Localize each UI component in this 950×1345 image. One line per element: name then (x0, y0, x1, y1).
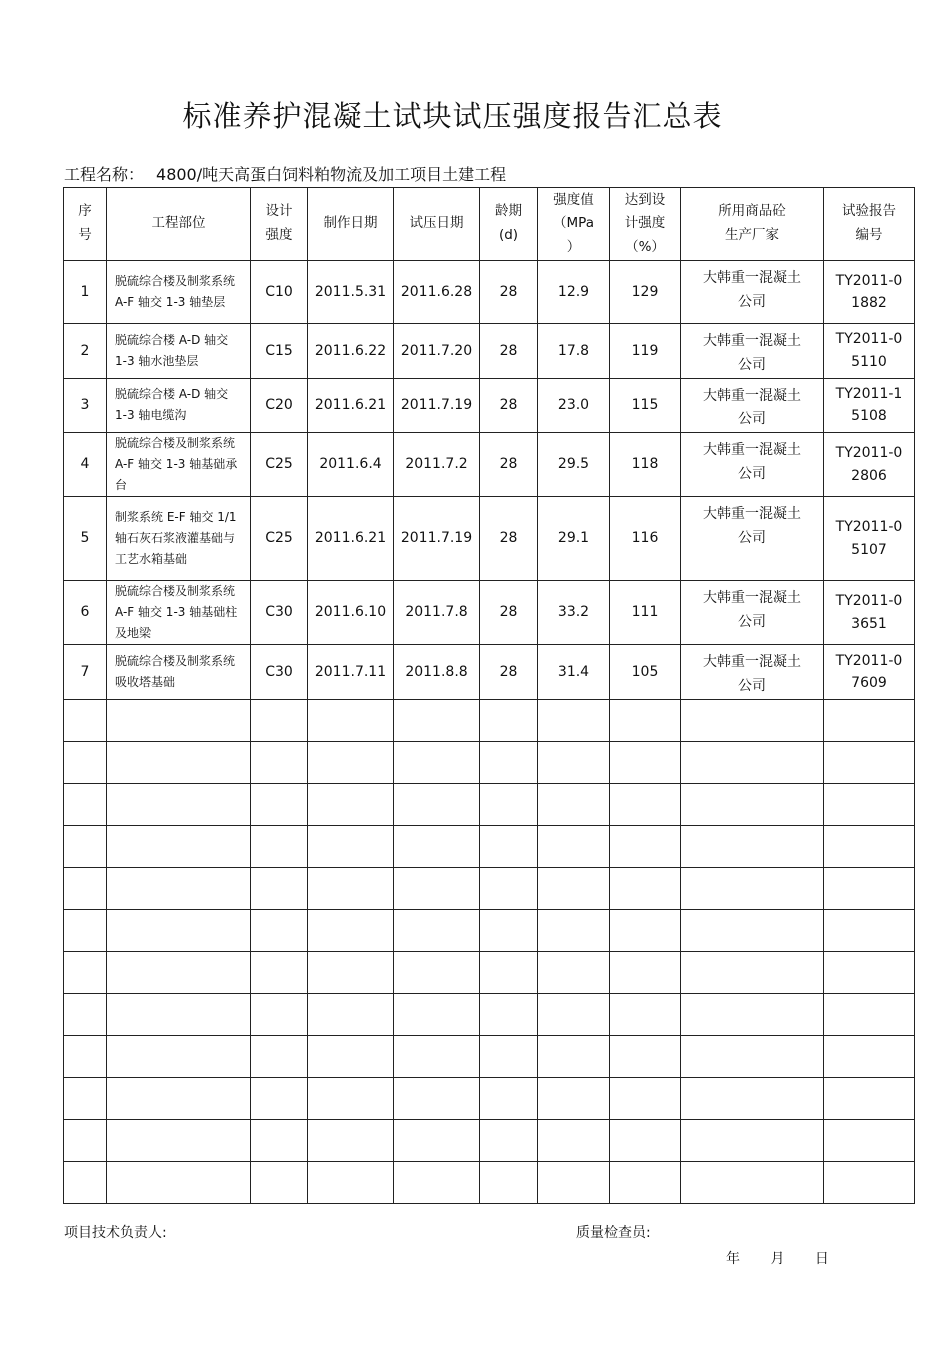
empty-cell (824, 1119, 915, 1161)
empty-table-row (64, 993, 915, 1035)
cell-strength: 29.1 (538, 497, 610, 581)
empty-cell (610, 909, 681, 951)
empty-cell (107, 1119, 251, 1161)
cell-age: 28 (480, 497, 538, 581)
empty-cell (681, 1077, 824, 1119)
cell-manufacturer: 大韩重一混凝土 公司 (681, 324, 824, 379)
empty-cell (107, 1161, 251, 1203)
empty-table-row (64, 783, 915, 825)
empty-cell (538, 1077, 610, 1119)
cell-design-grade: C25 (251, 497, 308, 581)
cell-make-date: 2011.7.11 (308, 645, 394, 700)
empty-cell (824, 783, 915, 825)
cell-test-date: 2011.7.20 (394, 324, 480, 379)
empty-cell (824, 699, 915, 741)
empty-cell (251, 909, 308, 951)
empty-cell (64, 1119, 107, 1161)
empty-cell (681, 825, 824, 867)
cell-manufacturer: 大韩重一混凝土 公司 (681, 497, 824, 581)
cell-strength: 17.8 (538, 324, 610, 379)
empty-cell (824, 825, 915, 867)
empty-cell (64, 993, 107, 1035)
cell-make-date: 2011.6.21 (308, 378, 394, 433)
empty-cell (610, 993, 681, 1035)
empty-cell (107, 783, 251, 825)
empty-cell (107, 993, 251, 1035)
table-row (64, 261, 915, 324)
empty-table-row (64, 951, 915, 993)
empty-cell (538, 993, 610, 1035)
empty-cell (64, 783, 107, 825)
table-row (64, 581, 915, 645)
cell-report-no: TY2011-0 7609 (824, 645, 915, 700)
empty-cell (610, 741, 681, 783)
cell-reach-percent: 119 (610, 324, 681, 379)
cell-report-no: TY2011-0 5107 (824, 497, 915, 581)
empty-cell (610, 951, 681, 993)
empty-cell (610, 783, 681, 825)
cell-location: 脱硫综合楼 A-D 轴交 1-3 轴水池垫层 (107, 324, 251, 379)
strength-report-table (63, 187, 915, 1204)
cell-make-date: 2011.6.21 (308, 497, 394, 581)
cell-test-date: 2011.8.8 (394, 645, 480, 700)
table-header-row (64, 188, 915, 261)
empty-cell (251, 741, 308, 783)
empty-cell (308, 867, 394, 909)
empty-cell (107, 1035, 251, 1077)
sign-date: 年 月 日 (726, 1251, 829, 1267)
empty-cell (107, 951, 251, 993)
cell-location: 脱硫综合楼及制浆系统 A-F 轴交 1-3 轴基础柱及地梁 (107, 581, 251, 645)
cell-report-no: TY2011-0 5110 (824, 324, 915, 379)
empty-cell (308, 699, 394, 741)
empty-cell (308, 825, 394, 867)
empty-cell (681, 867, 824, 909)
cell-seq: 4 (64, 433, 107, 497)
empty-cell (394, 909, 480, 951)
empty-cell (824, 951, 915, 993)
empty-cell (480, 825, 538, 867)
empty-cell (538, 825, 610, 867)
cell-reach-percent: 115 (610, 378, 681, 433)
header-strength: 强度值 （MPa ） (538, 188, 610, 261)
cell-make-date: 2011.5.31 (308, 261, 394, 324)
cell-strength: 23.0 (538, 378, 610, 433)
empty-cell (64, 1077, 107, 1119)
empty-cell (681, 1119, 824, 1161)
empty-cell (538, 1161, 610, 1203)
empty-table-row (64, 825, 915, 867)
cell-strength: 12.9 (538, 261, 610, 324)
cell-seq: 2 (64, 324, 107, 379)
empty-cell (394, 993, 480, 1035)
header-test-date: 试压日期 (394, 188, 480, 261)
empty-cell (251, 993, 308, 1035)
empty-cell (64, 909, 107, 951)
empty-cell (681, 1035, 824, 1077)
cell-reach-percent: 105 (610, 645, 681, 700)
empty-cell (681, 993, 824, 1035)
cell-location: 脱硫综合楼及制浆系统 A-F 轴交 1-3 轴垫层 (107, 261, 251, 324)
cell-strength: 29.5 (538, 433, 610, 497)
empty-cell (824, 993, 915, 1035)
cell-design-grade: C25 (251, 433, 308, 497)
empty-cell (610, 1161, 681, 1203)
empty-cell (681, 783, 824, 825)
cell-report-no: TY2011-0 1882 (824, 261, 915, 324)
cell-design-grade: C20 (251, 378, 308, 433)
empty-cell (64, 825, 107, 867)
empty-cell (308, 783, 394, 825)
empty-cell (538, 741, 610, 783)
cell-age: 28 (480, 261, 538, 324)
cell-report-no: TY2011-1 5108 (824, 378, 915, 433)
empty-cell (107, 825, 251, 867)
empty-cell (107, 867, 251, 909)
empty-cell (480, 783, 538, 825)
empty-cell (394, 825, 480, 867)
empty-cell (64, 1035, 107, 1077)
empty-table-row (64, 1077, 915, 1119)
cell-reach-percent: 116 (610, 497, 681, 581)
empty-cell (480, 1035, 538, 1077)
cell-report-no: TY2011-0 2806 (824, 433, 915, 497)
cell-test-date: 2011.6.28 (394, 261, 480, 324)
cell-test-date: 2011.7.2 (394, 433, 480, 497)
empty-cell (824, 867, 915, 909)
empty-cell (107, 699, 251, 741)
table-row (64, 497, 915, 581)
cell-make-date: 2011.6.4 (308, 433, 394, 497)
empty-cell (610, 1119, 681, 1161)
empty-cell (538, 909, 610, 951)
cell-seq: 1 (64, 261, 107, 324)
cell-manufacturer: 大韩重一混凝土 公司 (681, 581, 824, 645)
empty-cell (538, 1119, 610, 1161)
empty-cell (308, 1119, 394, 1161)
empty-table-row (64, 741, 915, 783)
empty-cell (394, 1119, 480, 1161)
cell-design-grade: C30 (251, 581, 308, 645)
cell-reach-percent: 129 (610, 261, 681, 324)
empty-cell (251, 1161, 308, 1203)
empty-cell (394, 1035, 480, 1077)
empty-cell (824, 1161, 915, 1203)
cell-seq: 3 (64, 378, 107, 433)
empty-cell (64, 1161, 107, 1203)
empty-cell (251, 951, 308, 993)
header-reach-percent: 达到设 计强度 （%） (610, 188, 681, 261)
empty-cell (610, 1035, 681, 1077)
empty-cell (251, 1035, 308, 1077)
header-seq: 序 号 (64, 188, 107, 261)
cell-manufacturer: 大韩重一混凝土 公司 (681, 433, 824, 497)
empty-cell (480, 951, 538, 993)
empty-cell (251, 867, 308, 909)
empty-cell (538, 783, 610, 825)
cell-location: 脱硫综合楼 A-D 轴交 1-3 轴电缆沟 (107, 378, 251, 433)
cell-strength: 33.2 (538, 581, 610, 645)
cell-design-grade: C30 (251, 645, 308, 700)
cell-manufacturer: 大韩重一混凝土 公司 (681, 378, 824, 433)
cell-strength: 31.4 (538, 645, 610, 700)
table-row (64, 433, 915, 497)
header-make-date: 制作日期 (308, 188, 394, 261)
empty-cell (538, 699, 610, 741)
cell-manufacturer: 大韩重一混凝土 公司 (681, 261, 824, 324)
empty-cell (824, 1035, 915, 1077)
table-row (64, 324, 915, 379)
cell-reach-percent: 118 (610, 433, 681, 497)
empty-cell (480, 741, 538, 783)
empty-table-row (64, 1161, 915, 1203)
cell-age: 28 (480, 324, 538, 379)
empty-cell (538, 867, 610, 909)
project-name-line (64, 162, 506, 185)
empty-cell (681, 951, 824, 993)
cell-age: 28 (480, 378, 538, 433)
table-row (64, 378, 915, 433)
header-report-no: 试验报告 编号 (824, 188, 915, 261)
empty-cell (308, 1035, 394, 1077)
empty-cell (681, 699, 824, 741)
empty-cell (480, 1077, 538, 1119)
empty-cell (480, 1119, 538, 1161)
empty-cell (308, 951, 394, 993)
empty-cell (64, 867, 107, 909)
empty-cell (610, 825, 681, 867)
cell-design-grade: C10 (251, 261, 308, 324)
cell-report-no: TY2011-0 3651 (824, 581, 915, 645)
empty-table-row (64, 1119, 915, 1161)
empty-cell (394, 1077, 480, 1119)
cell-design-grade: C15 (251, 324, 308, 379)
empty-table-row (64, 909, 915, 951)
cell-age: 28 (480, 645, 538, 700)
empty-cell (251, 1119, 308, 1161)
cell-test-date: 2011.7.19 (394, 497, 480, 581)
cell-location: 制浆系统 E-F 轴交 1/1 轴石灰石浆液灌基础与工艺水箱基础 (107, 497, 251, 581)
empty-cell (251, 1077, 308, 1119)
cell-reach-percent: 111 (610, 581, 681, 645)
cell-seq: 7 (64, 645, 107, 700)
empty-cell (64, 741, 107, 783)
cell-seq: 6 (64, 581, 107, 645)
empty-cell (308, 909, 394, 951)
empty-cell (64, 699, 107, 741)
empty-cell (394, 867, 480, 909)
empty-cell (64, 951, 107, 993)
empty-cell (538, 951, 610, 993)
cell-age: 28 (480, 433, 538, 497)
cell-test-date: 2011.7.19 (394, 378, 480, 433)
empty-cell (107, 741, 251, 783)
empty-cell (308, 1161, 394, 1203)
table-row (64, 645, 915, 700)
page-title: 标准养护混凝土试块试压强度报告汇总表 (182, 99, 723, 133)
empty-cell (394, 1161, 480, 1203)
empty-cell (538, 1035, 610, 1077)
cell-manufacturer: 大韩重一混凝土 公司 (681, 645, 824, 700)
empty-cell (308, 741, 394, 783)
tech-lead-signature: 项目技术负责人: (64, 1225, 167, 1241)
empty-cell (394, 783, 480, 825)
empty-cell (107, 1077, 251, 1119)
empty-cell (824, 909, 915, 951)
empty-cell (251, 783, 308, 825)
empty-cell (308, 1077, 394, 1119)
empty-cell (610, 699, 681, 741)
empty-cell (681, 1161, 824, 1203)
empty-cell (480, 1161, 538, 1203)
empty-cell (681, 909, 824, 951)
project-label: 工程名称： (64, 165, 145, 184)
cell-location: 脱硫综合楼及制浆系统 A-F 轴交 1-3 轴基础承台 (107, 433, 251, 497)
cell-test-date: 2011.7.8 (394, 581, 480, 645)
header-design-strength: 设计 强度 (251, 188, 308, 261)
empty-cell (824, 1077, 915, 1119)
empty-cell (480, 699, 538, 741)
empty-cell (610, 1077, 681, 1119)
empty-cell (308, 993, 394, 1035)
cell-location: 脱硫综合楼及制浆系统吸收塔基础 (107, 645, 251, 700)
empty-cell (610, 867, 681, 909)
empty-cell (394, 951, 480, 993)
cell-age: 28 (480, 581, 538, 645)
empty-table-row (64, 699, 915, 741)
header-location: 工程部位 (107, 188, 251, 261)
empty-cell (394, 741, 480, 783)
empty-table-row (64, 867, 915, 909)
header-age: 龄期 (d) (480, 188, 538, 261)
empty-cell (394, 699, 480, 741)
empty-cell (251, 699, 308, 741)
empty-cell (480, 993, 538, 1035)
empty-cell (251, 825, 308, 867)
empty-cell (480, 909, 538, 951)
inspector-signature: 质量检查员: (576, 1225, 651, 1241)
cell-seq: 5 (64, 497, 107, 581)
empty-table-row (64, 1035, 915, 1077)
empty-cell (681, 741, 824, 783)
empty-cell (480, 867, 538, 909)
cell-make-date: 2011.6.10 (308, 581, 394, 645)
empty-cell (824, 741, 915, 783)
empty-cell (107, 909, 251, 951)
header-manufacturer: 所用商品砼 生产厂家 (681, 188, 824, 261)
cell-make-date: 2011.6.22 (308, 324, 394, 379)
project-value: 4800/吨天高蛋白饲料粕物流及加工项目土建工程 (156, 165, 507, 184)
